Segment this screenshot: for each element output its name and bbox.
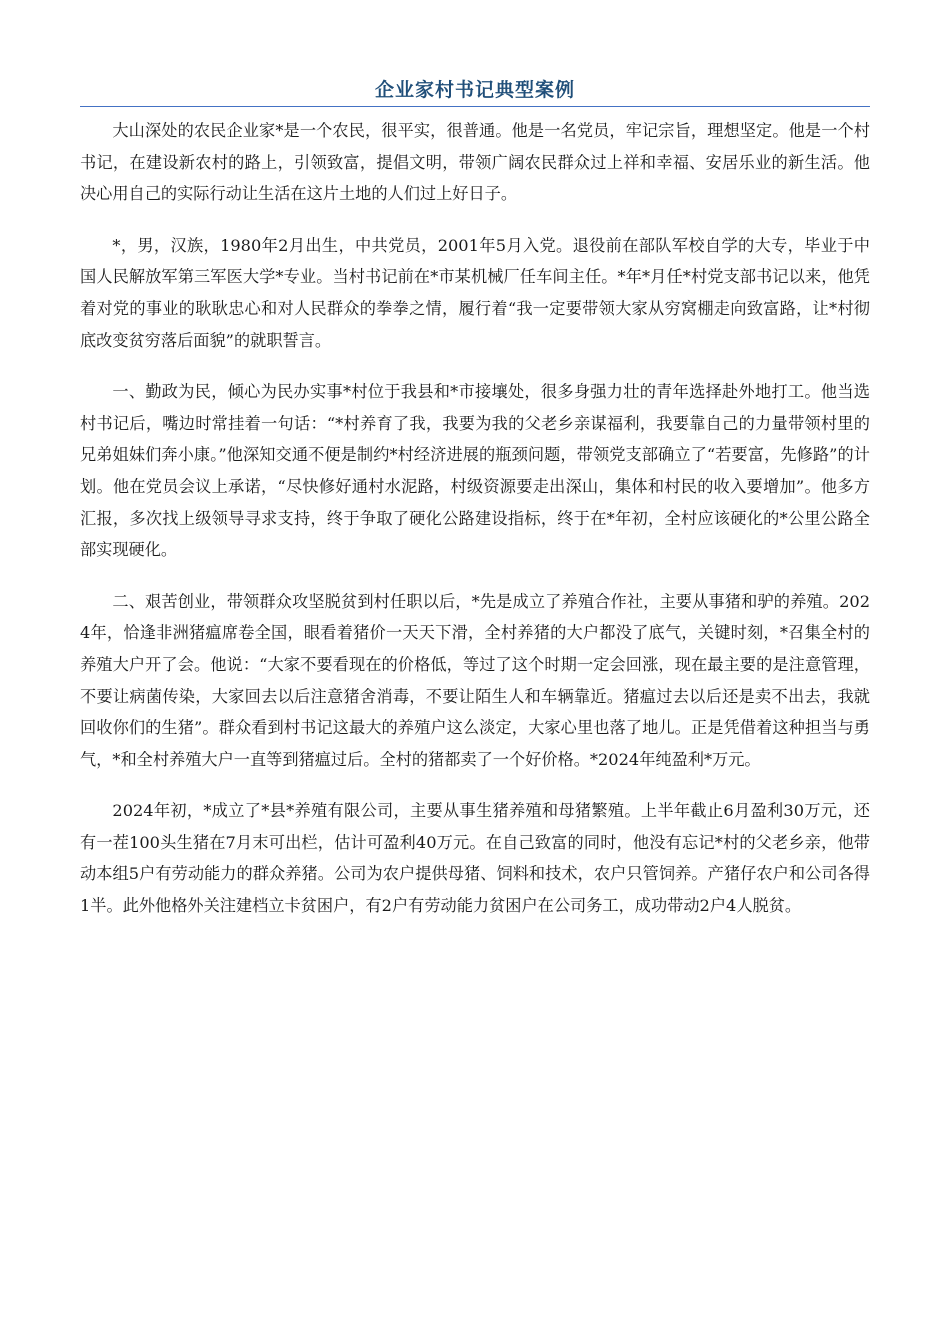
paragraph-section-one: 一、勤政为民，倾心为民办实事*村位于我县和*市接壤处，很多身强力壮的青年选择赴外地打工。他当选村书记后，嘴边时常挂着一句话：“*村养育了我，我要为我的父老乡亲谋福利，我要靠自己的力量带领村里的兄弟姐妹们奔小康。”他深知交通不便是制约*村经济进展的瓶颈问题，带领党支部确立了“若要富，先修路”的计划。他在党员会议上承诺，“尽快修好通村水泥路，村级资源要走出深山，集体和村民的收入要增加”。他多方汇报，多次找上级领导寻求支持，终于争取了硬化公路建设指标，终于在*年初，全村应该硬化的*公里公路全部实现硬化。 xyxy=(80,382,870,560)
title-divider xyxy=(80,106,870,107)
document-page xyxy=(80,74,870,942)
paragraph-profile: *，男，汉族，1980年2月出生，中共党员，2001年5月入党。退役前在部队军校自学的大专，毕业于中国人民解放军第三军医大学*专业。当村书记前在*市某机械厂任车间主任。*年*月任*村党支部书记以来，他凭着对党的事业的耿耿忠心和对人民群众的拳拳之情，履行着“我一定要带领大家从穷窝棚走向致富路，让*村彻底改变贫穷落后面貌”的就职誓言。 xyxy=(80,235,870,350)
document-body xyxy=(80,115,870,922)
document-title: 企业家村书记典型案例 xyxy=(374,79,575,101)
paragraph-company: 2024年初，*成立了*县*养殖有限公司，主要从事生猪养殖和母猪繁殖。上半年截止6月盈利30万元，还有一茬100头生猪在7月末可出栏，估计可盈利40万元。在自己致富的同时，他没有忘记*村的父老乡亲，他带动本组5户有劳动能力的群众养猪。公司为农户提供母猪、饲料和技术，农户只管饲养。产猪仔农户和公司各得1半。此外他格外关注建档立卡贫困户，有2户有劳动能力贫困户在公司务工，成功带动2户4人脱贫。 xyxy=(80,801,870,916)
paragraph-intro: 大山深处的农民企业家*是一个农民，很平实，很普通。他是一名党员，牢记宗旨，理想坚定。他是一个村书记，在建设新农村的路上，引领致富，提倡文明，带领广阔农民群众过上祥和幸福、安居乐业的新生活。他决心用自己的实际行动让生活在这片土地的人们过上好日子。 xyxy=(80,121,870,204)
paragraph-section-two: 二、艰苦创业，带领群众攻坚脱贫到村任职以后，*先是成立了养殖合作社，主要从事猪和驴的养殖。2024年，恰逢非洲猪瘟席卷全国，眼看着猪价一天天下滑，全村养猪的大户都没了底气，关键时刻，*召集全村的养殖大户开了会。他说：“大家不要看现在的价格低，等过了这个时期一定会回涨，现在最主要的是注意管理，不要让病菌传染，大家回去以后注意猪舍消毒，不要让陌生人和车辆靠近。猪瘟过去以后还是卖不出去，我就回收你们的生猪”。群众看到村书记这最大的养殖户这么淡定，大家心里也落了地儿。正是凭借着这种担当与勇气，*和全村养殖大户一直等到猪瘟过后。全村的猪都卖了一个好价格。*2024年纯盈利*万元。 xyxy=(80,591,870,769)
